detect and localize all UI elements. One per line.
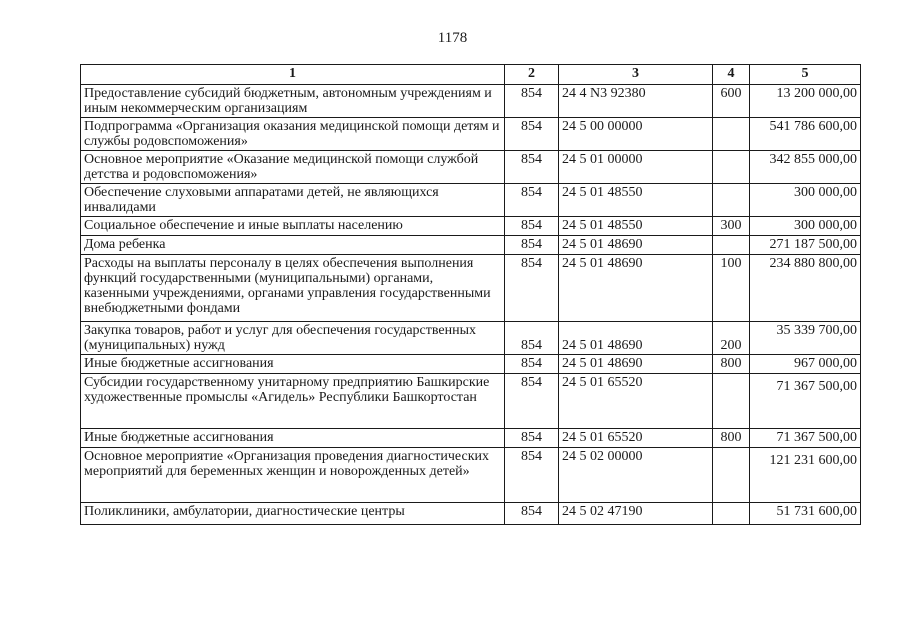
cell-csr: 24 5 02 00000 xyxy=(559,448,713,503)
cell-vr: 800 xyxy=(713,355,750,374)
table-header-row xyxy=(81,65,861,85)
cell-ved: 854 xyxy=(505,355,559,374)
cell-ved: 854 xyxy=(505,118,559,151)
table-row xyxy=(81,322,861,355)
cell-csr: 24 5 01 48550 xyxy=(559,184,713,217)
cell-name: Расходы на выплаты персоналу в целях обеспечения выполнения функций государственными (муниципальными) органами, казенными учреждениями, органами управления государственными внебюджетными фондами xyxy=(81,255,505,322)
cell-sum: 71 367 500,00 xyxy=(750,429,861,448)
cell-csr: 24 5 00 00000 xyxy=(559,118,713,151)
cell-ved: 854 xyxy=(505,448,559,503)
cell-csr: 24 5 01 65520 xyxy=(559,374,713,429)
column-header-csr: 3 xyxy=(559,65,713,85)
cell-vr xyxy=(713,374,750,429)
cell-name: Предоставление субсидий бюджетным, автономным учреждениям и иным некоммерческим организациям xyxy=(81,85,505,118)
cell-csr: 24 5 01 48690 xyxy=(559,322,713,355)
column-header-name: 1 xyxy=(81,65,505,85)
table-row xyxy=(81,85,861,118)
cell-ved: 854 xyxy=(505,151,559,184)
column-header-sum: 5 xyxy=(750,65,861,85)
cell-name: Социальное обеспечение и иные выплаты населению xyxy=(81,217,505,236)
cell-sum: 541 786 600,00 xyxy=(750,118,861,151)
cell-csr: 24 5 01 00000 xyxy=(559,151,713,184)
cell-vr: 800 xyxy=(713,429,750,448)
table-row xyxy=(81,374,861,429)
cell-name: Дома ребенка xyxy=(81,236,505,255)
cell-sum: 35 339 700,00 xyxy=(750,322,861,355)
cell-csr: 24 5 01 48690 xyxy=(559,255,713,322)
table-row xyxy=(81,236,861,255)
cell-ved: 854 xyxy=(505,236,559,255)
table-row xyxy=(81,255,861,322)
cell-sum: 51 731 600,00 xyxy=(750,503,861,525)
cell-name: Обеспечение слуховыми аппаратами детей, не являющихся инвалидами xyxy=(81,184,505,217)
cell-sum: 300 000,00 xyxy=(750,184,861,217)
column-header-ved: 2 xyxy=(505,65,559,85)
cell-sum: 71 367 500,00 xyxy=(750,374,861,429)
cell-vr xyxy=(713,151,750,184)
cell-name: Поликлиники, амбулатории, диагностические центры xyxy=(81,503,505,525)
cell-ved: 854 xyxy=(505,217,559,236)
cell-sum: 300 000,00 xyxy=(750,217,861,236)
cell-vr: 600 xyxy=(713,85,750,118)
cell-sum: 121 231 600,00 xyxy=(750,448,861,503)
cell-csr: 24 5 01 65520 xyxy=(559,429,713,448)
cell-ved: 854 xyxy=(505,374,559,429)
cell-vr xyxy=(713,236,750,255)
cell-vr: 200 xyxy=(713,322,750,355)
cell-csr: 24 5 01 48690 xyxy=(559,236,713,255)
cell-vr: 300 xyxy=(713,217,750,236)
table-row xyxy=(81,448,861,503)
table-row xyxy=(81,184,861,217)
cell-csr: 24 5 01 48690 xyxy=(559,355,713,374)
table-row xyxy=(81,118,861,151)
cell-vr xyxy=(713,503,750,525)
cell-vr xyxy=(713,118,750,151)
cell-name: Иные бюджетные ассигнования xyxy=(81,355,505,374)
cell-ved: 854 xyxy=(505,85,559,118)
cell-name: Основное мероприятие «Организация проведения диагностических мероприятий для беременных женщин и новорожденных детей» xyxy=(81,448,505,503)
cell-sum: 271 187 500,00 xyxy=(750,236,861,255)
cell-ved: 854 xyxy=(505,184,559,217)
cell-sum: 967 000,00 xyxy=(750,355,861,374)
cell-vr: 100 xyxy=(713,255,750,322)
cell-ved: 854 xyxy=(505,322,559,355)
cell-name: Основное мероприятие «Оказание медицинской помощи службой детства и родовспоможения» xyxy=(81,151,505,184)
cell-name: Субсидии государственному унитарному предприятию Башкирские художественные промыслы «Агидель» Республики Башкортостан xyxy=(81,374,505,429)
cell-sum: 342 855 000,00 xyxy=(750,151,861,184)
cell-vr xyxy=(713,448,750,503)
table-row xyxy=(81,355,861,374)
table-row xyxy=(81,429,861,448)
cell-csr: 24 4 N3 92380 xyxy=(559,85,713,118)
cell-ved: 854 xyxy=(505,255,559,322)
page-number: 1178 xyxy=(437,30,468,46)
cell-csr: 24 5 01 48550 xyxy=(559,217,713,236)
budget-table xyxy=(80,64,861,525)
cell-name: Закупка товаров, работ и услуг для обеспечения государственных (муниципальных) нужд xyxy=(81,322,505,355)
table-row xyxy=(81,217,861,236)
cell-sum: 13 200 000,00 xyxy=(750,85,861,118)
table-row xyxy=(81,151,861,184)
cell-vr xyxy=(713,184,750,217)
cell-ved: 854 xyxy=(505,429,559,448)
table-row xyxy=(81,503,861,525)
cell-ved: 854 xyxy=(505,503,559,525)
cell-sum: 234 880 800,00 xyxy=(750,255,861,322)
cell-csr: 24 5 02 47190 xyxy=(559,503,713,525)
column-header-vr: 4 xyxy=(713,65,750,85)
cell-name: Подпрограмма «Организация оказания медицинской помощи детям и службы родовспоможения» xyxy=(81,118,505,151)
cell-name: Иные бюджетные ассигнования xyxy=(81,429,505,448)
